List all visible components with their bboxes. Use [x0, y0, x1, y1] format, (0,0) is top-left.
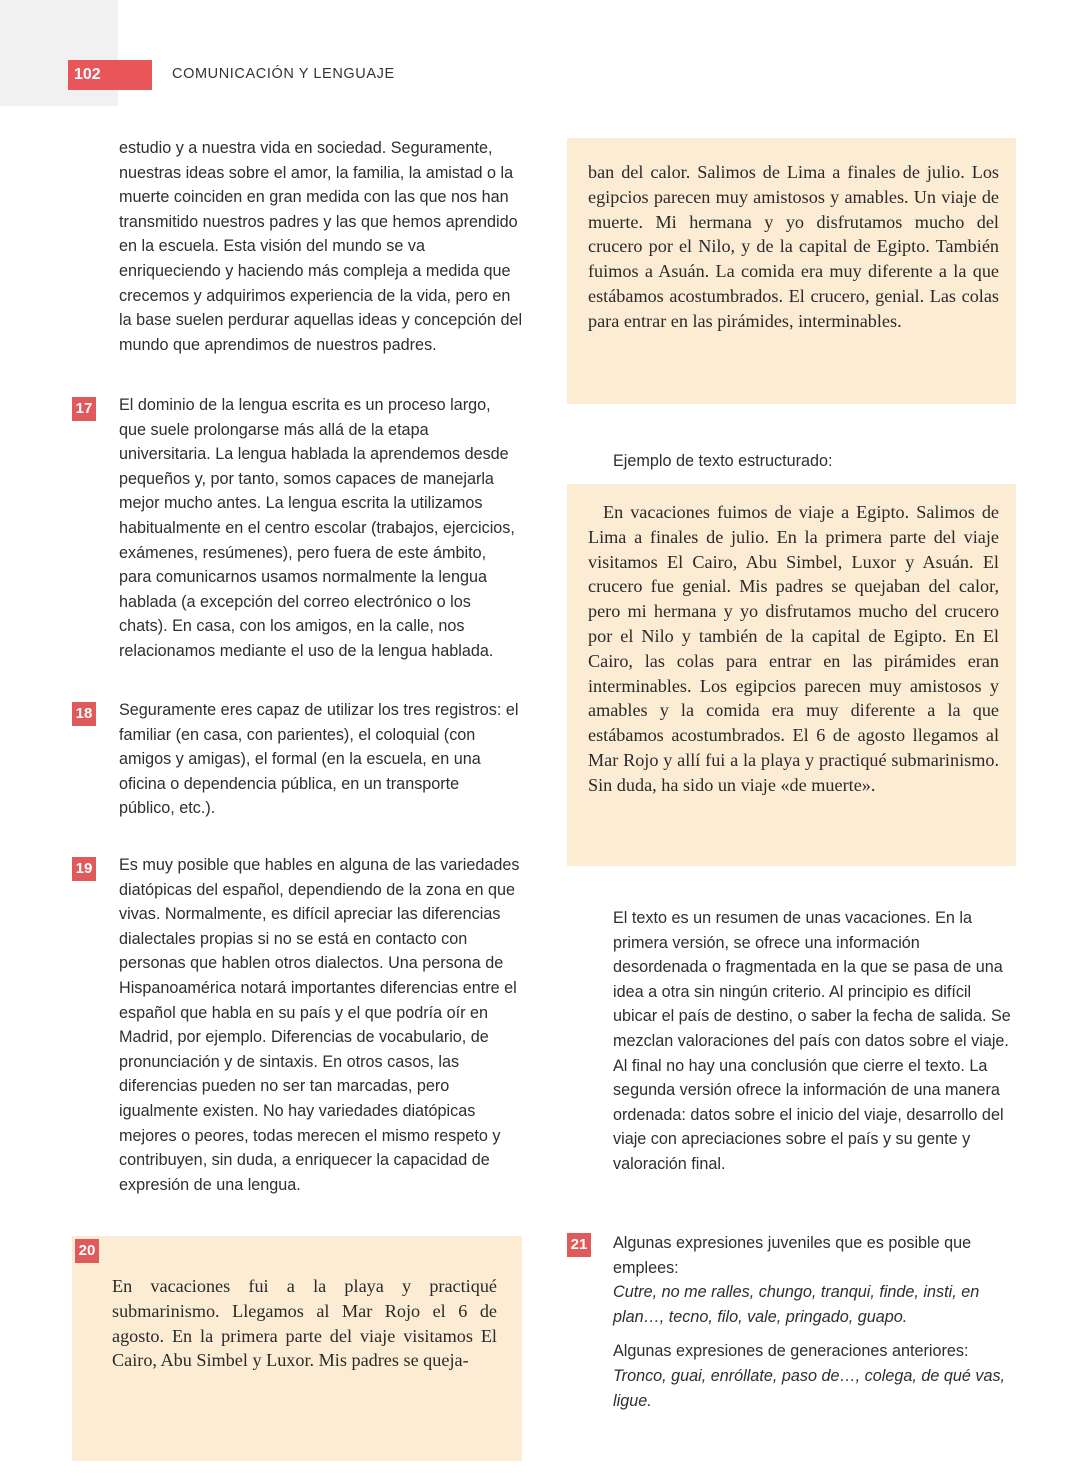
box-continued-text: ban del calor. Salimos de Lima a finales de julio. Los egipcios parecen muy amistosos y amables. Un viaje de muerte. Mi hermana y yo disfrutamos mucho del crucero por el Nilo, y de la capital de Egipto. También fuimos a Asuán. La comida era muy diferente a la que estábamos acostumbrados. El crucero, genial. Las colas para entrar en las pirámides, interminables.	[588, 162, 999, 331]
summary-paragraph: El texto es un resumen de unas vacaciones. En la primera versión, se ofrece una información desordenada o fragmentada en la que se pasa de una idea a otra sin ningún criterio. Al principio es difícil ubicar el país de destino, o saber la fecha de salida. Se mezclan valoraciones del país con datos sobre el viaje. Al final no hay una conclusión que cierre el texto. La segunda versión ofrece la información de una manera ordenada: datos sobre el inicio del viaje, desarrollo del viaje con apreciaciones sobre el país y su gente y valoración final.	[613, 909, 1011, 1173]
intro-paragraph: estudio y a nuestra vida en sociedad. Seguramente, nuestras ideas sobre el amor, la familia, la amistad o la muerte coinciden en gran medida con las que nos han transmitido nuestros padres y las que hemos aprendido en la escuela. Esta visión del mundo se va enriqueciendo y haciendo más compleja a medida que crecemos y adquirimos experiencia de la vida, pero en la base suelen perdurar aquellas ideas y concepción del mundo que aprendimos de nuestros padres.	[119, 139, 523, 354]
item-19-badge: 19	[72, 857, 96, 881]
item-17-badge: 17	[72, 397, 96, 421]
item-18-badge: 18	[72, 702, 96, 726]
page-corner-shade	[0, 0, 118, 106]
page-number: 102	[68, 60, 152, 90]
example-label: Ejemplo de texto estructurado:	[613, 452, 833, 470]
item-21-list-older: Tronco, guai, enróllate, paso de…, colega, de qué vas, ligue.	[613, 1367, 1006, 1410]
item-21-list-youth: Cutre, no me ralles, chungo, tranqui, finde, insti, en plan…, tecno, filo, vale, pringado, guapo.	[613, 1283, 980, 1326]
item-21-badge: 21	[567, 1233, 591, 1257]
structured-example-text: En vacaciones fuimos de viaje a Egipto. Salimos de Lima a finales de julio. En la primera parte del viaje visitamos El Cairo, Abu Simbel, Luxor y Asuán. El crucero fue genial. Mis padres se quejaban del calor, pero mi hermana y yo disfrutamos mucho del crucero por el Nilo y también de la capital de Egipto. En El Cairo, las colas para entrar en las pirámides eran interminables. Los egipcios parecen muy amistosos y amables y la comida era muy diferente a la que estábamos acostumbrados. El 6 de agosto llegamos al Mar Rojo y allí fui a la playa y practiqué submarinismo. Sin duda, ha sido un viaje «de muerte».	[588, 502, 999, 795]
section-title: COMUNICACIÓN Y LENGUAJE	[172, 66, 395, 82]
item-17-text: El dominio de la lengua escrita es un proceso largo, que suele prolongarse más allá de la etapa universitaria. La lengua hablada la aprendemos desde pequeños y, por tanto, somos capaces de manejarla mejor mucho antes. La lengua escrita la utilizamos habitualmente en el centro escolar (trabajos, ejercicios, exámenes, resúmenes), pero fuera de este ámbito, para comunicarnos usamos normalmente la lengua hablada (a excepción del correo electrónico o los chats). En casa, con los amigos, en la calle, nos relacionamos mediante el uso de la lengua hablada.	[119, 396, 515, 660]
item-20-badge: 20	[75, 1239, 99, 1263]
item-21-intro-youth: Algunas expresiones juveniles que es posible que emplees:	[613, 1234, 972, 1277]
item-21-intro-older: Algunas expresiones de generaciones anteriores:	[613, 1342, 969, 1360]
box-20-text: En vacaciones fui a la playa y practiqué submarinismo. Llegamos al Mar Rojo el 6 de agosto. En la primera parte del viaje visitamos El Cairo, Abu Simbel y Luxor. Mis padres se queja-	[112, 1276, 497, 1371]
item-19-text: Es muy posible que hables en alguna de las variedades diatópicas del español, dependiendo de la zona en que vivas. Normalmente, es difícil apreciar las diferencias dialectales propias si no se está en contacto con personas que hablen otros dialectos. Una persona de Hispanoamérica notará importantes diferencias entre el español que habla en su país y el que podría oír en Madrid, por ejemplo. Diferencias de vocabulario, de pronunciación y de sintaxis. En otros casos, las diferencias pueden no ser tan marcadas, pero igualmente existen. No hay variedades diatópicas mejores o peores, todas merecen el mismo respeto y contribuyen, sin duda, a enriquecer la capacidad de expresión de una lengua.	[119, 856, 520, 1194]
item-18-text: Seguramente eres capaz de utilizar los tres registros: el familiar (en casa, con parientes), el coloquial (con amigos y amigas), el formal (en la escuela, en una oficina o dependencia pública, en un transporte público, etc.).	[119, 701, 519, 818]
